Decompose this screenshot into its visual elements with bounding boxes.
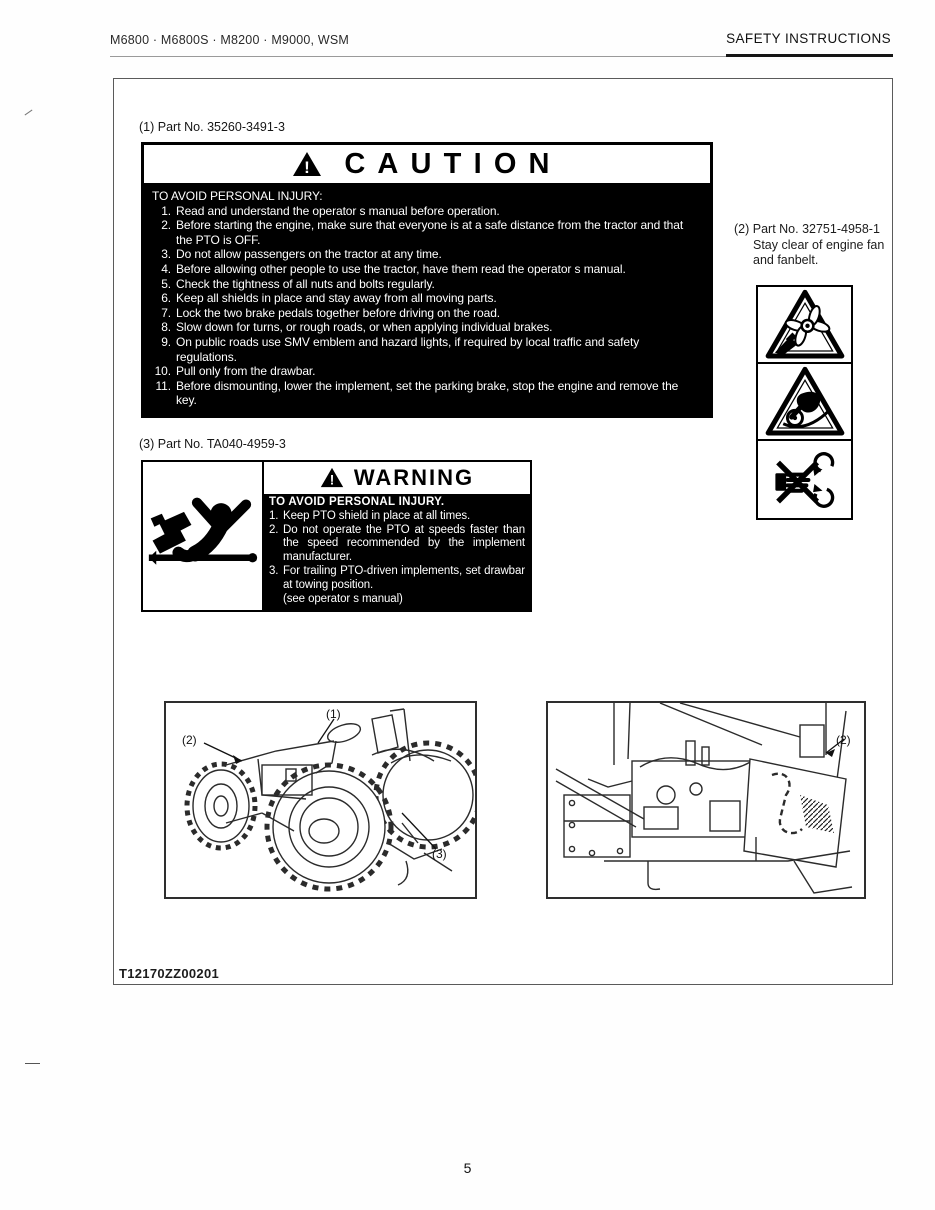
warning-item: 2. Do not operate the PTO at speeds faster than the speed recommended by the implement manufacturer. bbox=[269, 523, 525, 564]
header-models: M6800 · M6800S · M8200 · M9000, WSM bbox=[110, 33, 350, 47]
callout-2: (2) bbox=[836, 733, 851, 747]
warning-intro: TO AVOID PERSONAL INJURY. bbox=[269, 495, 445, 508]
caution-title: CAUTION bbox=[344, 147, 562, 180]
svg-text:!: ! bbox=[304, 158, 311, 177]
caution-item: 10. Pull only from the drawbar. bbox=[154, 364, 316, 379]
caution-item: 3. Do not allow passengers on the tractor at any time. bbox=[161, 247, 442, 262]
header-section-title: SAFETY INSTRUCTIONS bbox=[726, 31, 891, 46]
warning-header bbox=[264, 462, 530, 494]
warning-item: 3. For trailing PTO-driven implements, set drawbar at towing position. bbox=[269, 565, 525, 592]
callout-3: (3) bbox=[432, 847, 447, 861]
header-rule-accent bbox=[726, 54, 893, 57]
caution-item: 5. Check the tightness of all nuts and bolts regularly. bbox=[161, 276, 435, 291]
caution-decal bbox=[141, 142, 713, 418]
scan-artifact-bottom bbox=[25, 1063, 40, 1064]
figure-tractor-rear bbox=[164, 701, 477, 899]
belt-pinch-hazard-icon bbox=[758, 364, 851, 441]
scan-artifact-top bbox=[25, 110, 33, 116]
tractor-line-drawing bbox=[166, 703, 475, 897]
svg-text:!: ! bbox=[329, 473, 335, 489]
no-reach-rotating-parts-icon bbox=[758, 441, 851, 518]
caution-item: 6. Keep all shields in place and stay away from all moving parts. bbox=[161, 291, 497, 306]
callout-1: (1) bbox=[326, 707, 341, 721]
warning-title: WARNING bbox=[353, 464, 475, 490]
caution-header bbox=[144, 145, 710, 185]
part1-label: (1) Part No. 35260-3491-3 bbox=[139, 120, 285, 134]
warning-item: 1. Keep PTO shield in place at all times. bbox=[269, 509, 471, 522]
warning-body bbox=[264, 494, 530, 610]
engine-line-drawing bbox=[548, 703, 864, 897]
part2-label: (2) Part No. 32751-4958-1 Stay clear of engine fan and fanbelt. bbox=[734, 222, 885, 267]
callout-2: (2) bbox=[182, 733, 197, 747]
content-frame bbox=[113, 78, 893, 985]
warning-note: (see operator s manual) bbox=[283, 593, 403, 606]
page-number: 5 bbox=[463, 1160, 472, 1176]
fan-belt-decal bbox=[756, 285, 853, 520]
caution-item: 4. Before allowing other people to use the tractor, have them read the operator s manual. bbox=[161, 261, 626, 276]
figure-engine-side bbox=[546, 701, 866, 899]
caution-body bbox=[144, 185, 710, 415]
caution-item: 1. Read and understand the operator s manual before operation. bbox=[161, 203, 500, 218]
part3-label: (3) Part No. TA040-4959-3 bbox=[139, 437, 286, 451]
caution-intro: TO AVOID PERSONAL INJURY: bbox=[152, 189, 323, 203]
caution-item: 7. Lock the two brake pedals together before driving on the road. bbox=[161, 305, 501, 320]
warning-triangle-icon bbox=[292, 151, 322, 177]
caution-item: 2. Before starting the engine, make sure that everyone is at a safe distance from the tractor and that the PTO is OFF. bbox=[161, 218, 684, 247]
warning-right bbox=[264, 462, 530, 610]
warning-decal bbox=[141, 460, 532, 612]
warning-triangle-icon bbox=[320, 467, 344, 488]
fan-hazard-icon bbox=[758, 287, 851, 364]
caution-item: 8. Slow down for turns, or rough roads, or when applying individual brakes. bbox=[161, 320, 553, 335]
pto-entanglement-icon bbox=[143, 462, 264, 610]
caution-item: 9. On public roads use SMV emblem and hazard lights, if required by local traffic and safety regulations. bbox=[161, 334, 640, 364]
caution-item: 11. Before dismounting, lower the implement, set the parking brake, stop the engine and remove the key. bbox=[155, 378, 679, 408]
figure-code: T12170ZZ00201 bbox=[119, 966, 220, 981]
